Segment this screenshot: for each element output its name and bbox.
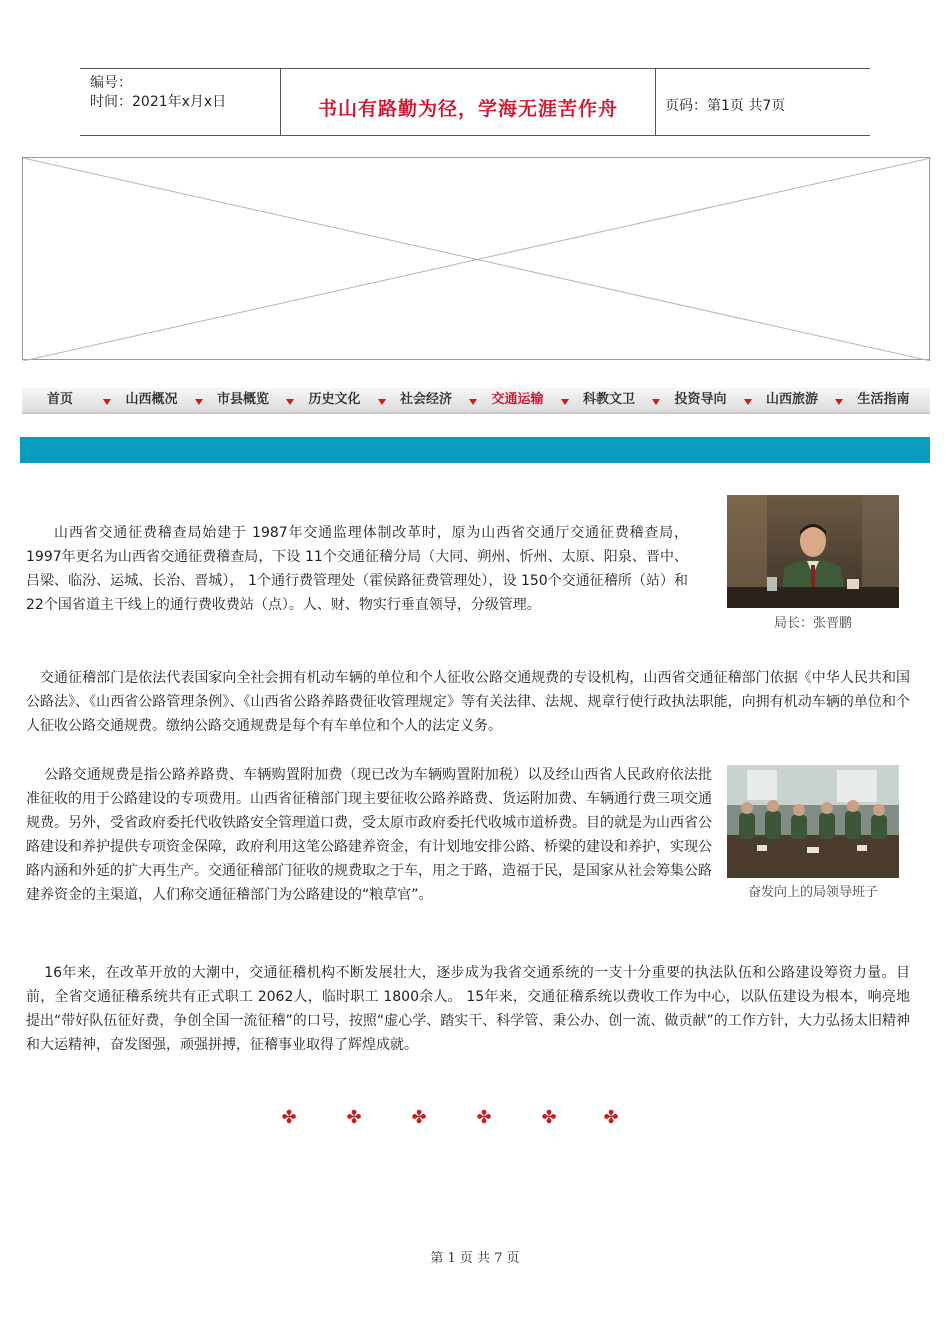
nav-item-9[interactable]: 山西旅游	[765, 392, 818, 407]
leadership-team-photo	[727, 765, 899, 878]
header-motto: 书山有路勤为径，学海无涯苦作舟	[317, 98, 618, 120]
nav-item-3[interactable]: 市县概览	[216, 392, 269, 407]
article-paragraph-2: 交通征稽部门是依法代表国家向全社会拥有机动车辆的单位和个人征收公路交通规费的专设机构，山西省交通征稽部门依据《中华人民共和国公路法》、《山西省公路管理条例》、《山西省公路养路费征收管理规定》等有关法律、法规、规章行使行政执法职能，向拥有机动车辆的单位和个人征收公路交通规费。缴纳公路交通规费是每个有车单位和个人的法定义务。	[26, 670, 910, 734]
article-paragraph-1: 山西省交通征费稽查局始建于 1987年交通监理体制改革时，原为山西省交通厅交通征费稽查局， 1997年更名为山西省交通征费稽查局，下设 11个交通征稽分局（大同、朔州、忻州、太原、阳泉、晋中、吕梁、临汾、运城、长治、晋城）， 1个通行费管理处（霍侯路征费管理处），设 150个交通征稽所（站）和 22个国省道主干线上的通行费收费站（点）。人、财、物实行垂直领导，分级管理。	[26, 525, 688, 613]
banner-image-placeholder	[22, 157, 930, 360]
nav-item-6[interactable]: 交通运输	[491, 392, 544, 407]
nav-item-2[interactable]: 山西概况	[125, 392, 178, 407]
nav-item-1[interactable]: 首页	[46, 392, 73, 407]
ornament-icon: ✤	[281, 1107, 297, 1128]
nav-item-5[interactable]: 社会经济	[399, 392, 452, 407]
page-footer: 第 1 页 共 7 页	[430, 1251, 520, 1266]
header-divider-right	[655, 68, 656, 136]
leadership-team-photo-caption: 奋发向上的局领导班子	[747, 885, 878, 900]
document-number-label: 编号：	[90, 75, 132, 91]
nav-item-10[interactable]: 生活指南	[857, 392, 910, 407]
article-paragraph-3: 公路交通规费是指公路养路费、车辆购置附加费（现已改为车辆购置附加税）以及经山西省人民政府依法批准征收的用于公路建设的专项费用。山西省征稽部门现主要征收公路养路费、货运附加费、车辆通行费三项交通规费。另外，受省政府委托代收铁路安全管理道口费，受太原市政府委托代收城市道桥费。目的就是为山西省公路建设和养护提供专项资金保障，政府利用这笔公路建养资金，有计划地安排公路、桥梁的建设和养护，实现公路内涵和外延的扩大再生产。交通征稽部门征收的规费取之于车，用之于路，造福于民，是国家从社会筹集公路建养资金的主渠道，人们称交通征稽部门为公路建设的“粮草官”。	[26, 767, 712, 903]
header-bottom-rule	[80, 135, 870, 136]
document-time-label: 时间：2021年x月x日	[90, 94, 227, 110]
page-number-label: 页码：第1页 共7页	[665, 98, 786, 114]
header-top-rule	[80, 68, 870, 69]
ornament-icon: ✤	[541, 1107, 557, 1128]
ornament-icon: ✤	[346, 1107, 362, 1128]
section-header-bar	[20, 437, 930, 463]
director-photo-caption: 局长：张晋鹏	[773, 616, 852, 631]
nav-item-4[interactable]: 历史文化	[308, 392, 361, 407]
broken-image-cross-icon	[23, 158, 931, 361]
ornament-icon: ✤	[411, 1107, 427, 1128]
nav-item-7[interactable]: 科教文卫	[582, 392, 635, 407]
director-photo	[727, 495, 899, 608]
ornament-icon: ✤	[476, 1107, 492, 1128]
nav-item-8[interactable]: 投资导向	[674, 392, 727, 407]
ornament-icon: ✤	[603, 1107, 619, 1128]
main-nav-bar	[22, 388, 930, 414]
article-paragraph-4: 16年来，在改革开放的大潮中，交通征稽机构不断发展壮大，逐步成为我省交通系统的一支十分重要的执法队伍和公路建设筹资力量。目前，全省交通征稽系统共有正式职工 2062人，临时职工 1800余人。 15年来，交通征稽系统以费收工作为中心，以队伍建设为根本，响亮地提出“带好队伍征好费，争创全国一流征稽”的口号，按照“虚心学、踏实干、科学管、秉公办、创一流、做贡献”的工作方针，大力弘扬太旧精神和大运精神，奋发图强，顽强拼搏，征稽事业取得了辉煌成就。	[26, 965, 910, 1053]
